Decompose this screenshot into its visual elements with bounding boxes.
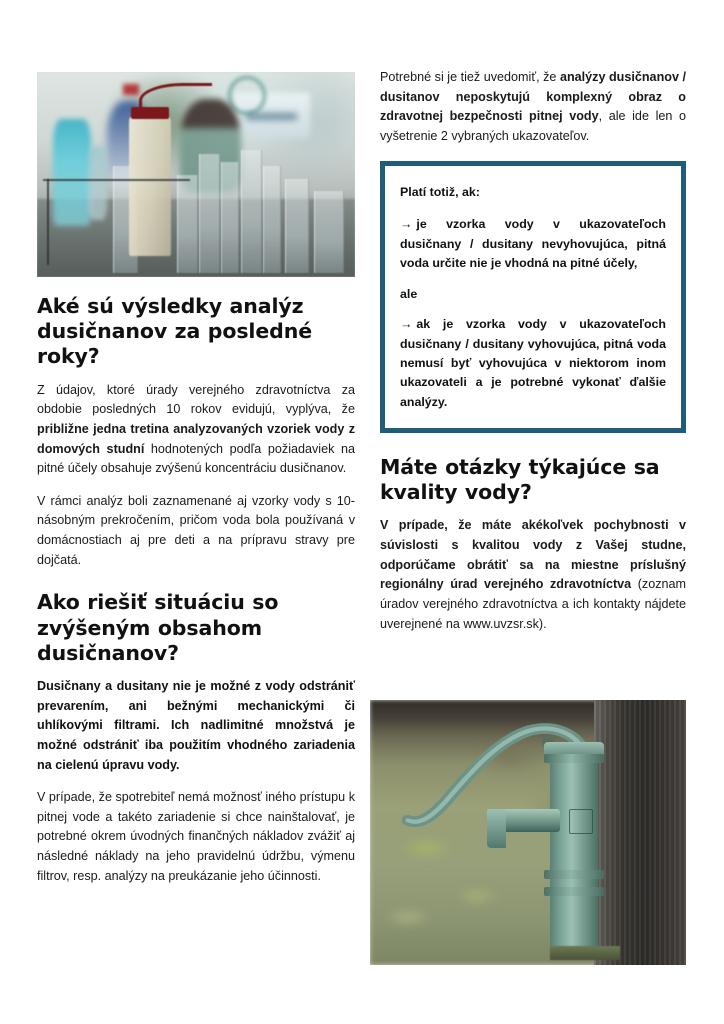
callout-lead-text: Platí totiž, ak:	[400, 184, 480, 199]
callout-bullet-2-text: ak je vzorka vody v ukazovateľoch dusičnany / dusitany vyhovujúca, pitná voda nemusí byť vyhovujúca v niektorom inom ukazovateli a je potrebné vykonať ďalšie analýzy.	[400, 317, 666, 409]
lab-wash-bottle	[129, 117, 170, 256]
pump-wooden-post	[594, 700, 686, 965]
paragraph-exceedance-samples: V rámci analýz boli zaznamenané aj vzorky vody s 10-násobným prekročením, pričom voda bola používaná v domácnostiach aj pre deti a na prípravu stravy pre dojčatá.	[37, 493, 355, 567]
lab-glass-tube-3	[199, 154, 220, 273]
left-column	[37, 72, 355, 886]
lab-rail-horizontal	[43, 179, 189, 181]
intro-text-after: , ale ide len o vyšetrenie 2 vybraných ukazovateľov.	[380, 109, 686, 143]
laboratory-glassware-photo	[37, 72, 355, 277]
lab-glass-tube-7	[285, 179, 309, 273]
callout-bullet-noncompliant	[400, 215, 666, 273]
heading-how-to-solve: Ako riešiť situáciu so zvýšeným obsahom dusičnanov?	[37, 590, 279, 665]
right-column	[380, 68, 686, 634]
lab-glass-flask	[314, 191, 345, 273]
intro-text-before: Potrebné si je tiež uvedomiť, že	[380, 70, 560, 84]
contact-text-emphasis: V prípade, že máte akékoľvek pochybnosti v súvislosti s kvalitou vody z Vašej studne, odporúčame obrátiť sa na miestne príslušný regionálny úrad verejného zdravotníctva	[380, 518, 686, 592]
pump-maker-badge	[569, 809, 593, 835]
pump-cylinder-body	[550, 756, 597, 952]
paragraph-results-intro	[37, 381, 355, 479]
arrow-right-icon: →	[400, 317, 413, 332]
callout-box-conditions	[380, 161, 686, 433]
pump-spout-lip	[487, 809, 506, 849]
contact-text-after: (zoznam úradov verejného zdravotníctva a ich kontakty nájdete uverejnené na www.uvzsr.sk).	[380, 577, 686, 631]
paragraph-text-before: Z údajov, ktoré úrady verejného zdravotníctva za obdobie posledných 10 rokov evidujú, vyplýva, že	[37, 382, 355, 417]
callout-conjunction: ale	[400, 287, 418, 302]
pump-mount-collar-bottom	[544, 887, 604, 896]
paragraph-nitrate-scope	[380, 68, 686, 147]
pump-mount-collar-top	[544, 754, 604, 763]
heading-questions-water-quality: Máte otázky týkajúce sa kvality vody?	[380, 454, 660, 505]
intro-text-emphasis: analýzy dusičnanov / dusitanov neposkytujú komplexný obraz o zdravotnej bezpečnosti pitnej vody	[380, 70, 686, 124]
lab-glass-tube-2	[177, 175, 198, 273]
paragraph-text-after: hodnotených podľa požiadaviek na pitné účely obsahuje zvýšenú koncentráciu dusičnanov.	[37, 441, 355, 476]
paragraph-text-emphasis: približne jedna tretina analyzovaných vzoriek vody z domových studní	[37, 421, 355, 456]
lab-glass-tube-4	[221, 162, 239, 273]
callout-bullet-compliant	[400, 315, 666, 412]
pump-base-foot	[550, 946, 620, 959]
callout-bullet-1-text: je vzorka vody v ukazovateľoch dusičnany / dusitany nevyhovujúca, pitná voda určite nie je vhodná na pitné účely,	[400, 217, 666, 270]
paragraph-contact-authorities	[380, 516, 686, 634]
pump-mount-collar-middle	[544, 870, 604, 879]
lab-glass-tube-5	[241, 150, 262, 273]
arrow-right-icon: →	[400, 217, 413, 232]
paragraph-removal-methods: Dusičnany a dusitany nie je možné z vody odstrániť prevarením, ani bežnými mechanickými či uhlíkovými filtrami. Ich nadlimitné množstvá je možné odstrániť iba použitím vhodného zariadenia na cielenú úpravu vody.	[37, 678, 355, 772]
lab-red-blur	[123, 84, 139, 94]
lab-rail-vertical	[47, 179, 49, 265]
lab-blue-bottle-small	[88, 146, 107, 220]
hand-water-pump-photo	[370, 700, 686, 965]
lab-wall-logo	[228, 76, 266, 115]
lab-glass-tube-6	[263, 166, 281, 273]
lab-wash-bottle-nozzle	[139, 83, 212, 113]
lab-blue-bottle	[53, 119, 91, 226]
paragraph-installation-costs: V prípade, že spotrebiteľ nemá možnosť iného prístupu k pitnej vode a takéto zariadenie si chce nainštalovať, je potrebné okrem úvodných finančných nákladov zvážiť aj následné náklady na jeho pravidelnú údržbu, výmenu filtrov, resp. analýzy na preukázanie jeho účinnosti.	[37, 790, 355, 883]
heading-results-of-analyses: Aké sú výsledky analýz dusičnanov za posledné roky?	[37, 294, 313, 369]
